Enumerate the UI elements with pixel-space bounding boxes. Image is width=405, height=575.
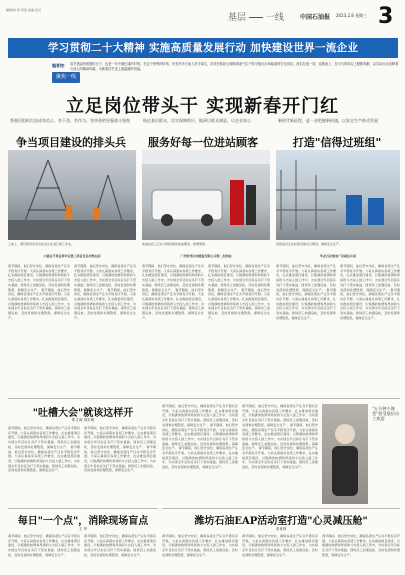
column-intro: 将基层组织打造成有信心、有干劲、有作为、有冲劲的坚强战斗堡垒 [10, 118, 130, 123]
article-body: 春节期间，他们坚守岗位，确保各项生产任务平稳有序开展。大家认真落实各项工作要求，扎实推进项目建设，以饱满的热情和昂扬的斗志投入到工作中，为实现全年目标任务打下坚实基础。现场员工加强巡检，及时发现和处理隐患，保障安全生产。 [84, 534, 156, 557]
section-tag: 聚焦一线 [52, 72, 80, 83]
masthead [0, 0, 405, 38]
person-photo [322, 404, 368, 504]
article-body: 春节期间，他们坚守岗位，确保各项生产任务平稳有序开展。大家认真落实各项工作要求，扎实推进项目建设，以饱满的热情和昂扬的斗志投入到工作中，为实现全年目标任务打下坚实基础。现场员工加强巡检，及时发现和处理隐患，保障安全生产。 春节期间，他们坚守岗位，确保各项生产任务平稳有序开展。大家认真落实各项工作要求，扎实推进项目建设，以饱满的热情和昂扬的斗志投入到工作中，为实现全年目标任务打下坚实基础。现场员工加强巡检，及时发现和处理隐患，保障安全生产。 春节期间，他们坚守岗位，确保各项生产任务平稳有序开展。大家认真落实各项工作要求，扎实推进项目建设，以饱满的热情和昂扬的斗志投入到工作中，为实现全年目标任务打下坚实基础。现场员工加强巡检，及时发现和处理隐患，保障安全生产。 [242, 404, 318, 470]
column-headline: 服务好每一位进站顾客 [148, 136, 258, 149]
article-body: 春节期间，他们坚守岗位，确保各项生产任务平稳有序开展。大家认真落实各项工作要求，扎实推进项目建设，以饱满的热情和昂扬的斗志投入到工作中，为实现全年目标任务打下坚实基础。现场员工加强巡检，及时发现和处理隐患，保障安全生产。 春节期间，他们坚守岗位，确保各项生产任务平稳有序开展。大家认真落实各项工作要求，扎实推进项目建设，以饱满的热情和昂扬的斗志投入到工作中，为实现全年目标任务打下坚实基础。现场员工加强巡检，及时发现和处理隐患，保障安全生产。 [74, 264, 136, 320]
article-body: 春节期间，他们坚守岗位，确保各项生产任务平稳有序开展。大家认真落实各项工作要求，扎实推进项目建设，以饱满的热情和昂扬的斗志投入到工作中，为实现全年目标任务打下坚实基础。现场员工加强巡检，及时发现和处理隐患，保障安全生产。 春节期间，他们坚守岗位，确保各项生产任务平稳有序开展。大家认真落实各项工作要求，扎实推进项目建设，以饱满的热情和昂扬的斗志投入到工作中，为实现全年目标任务打下坚实基础。现场员工加强巡检，及时发现和处理隐患，保障安全生产。 [8, 426, 80, 473]
column-intro: 贴近基层群众、切实保障供应，做到让群众满意、让企业放心 [143, 118, 251, 123]
section-divider [162, 508, 400, 509]
photo-quote: "五分钟小课堂"很受基层员工欢迎 [372, 406, 400, 421]
article-body: 春节期间，他们坚守岗位，确保各项生产任务平稳有序开展。大家认真落实各项工作要求，扎实推进项目建设，以饱满的热情和昂扬的斗志投入到工作中，为实现全年目标任务打下坚实基础。现场员工加强巡检，及时发现和处理隐患，保障安全生产。 春节期间，他们坚守岗位，确保各项生产任务平稳有序开展。大家认真落实各项工作要求，扎实推进项目建设，以饱满的热情和昂扬的斗志投入到工作中，为实现全年目标任务打下坚实基础。现场员工加强巡检，及时发现和处理隐患，保障安全生产。 [208, 264, 270, 320]
article-body: 春节期间，他们坚守岗位，确保各项生产任务平稳有序开展。大家认真落实各项工作要求，扎实推进项目建设，以饱满的热情和昂扬的斗志投入到工作中，为实现全年目标任务打下坚实基础。现场员工加强巡检，及时发现和处理隐患，保障安全生产。 [242, 534, 318, 557]
construction-photo [8, 150, 136, 240]
article-body: 春节期间，他们坚守岗位，确保各项生产任务平稳有序开展。大家认真落实各项工作要求，扎实推进项目建设，以饱满的热情和昂扬的斗志投入到工作中，为实现全年目标任务打下坚实基础。现场员工加强巡检，及时发现和处理隐患，保障安全生产。 [8, 534, 80, 557]
person-illustration [322, 404, 368, 504]
article-body: 春节期间，他们坚守岗位，确保各项生产任务平稳有序开展。大家认真落实各项工作要求，扎实推进项目建设，以饱满的热情和昂扬的斗志投入到工作中，为实现全年目标任务打下坚实基础。现场员工加强巡检，及时发现和处理隐患，保障安全生产。 春节期间，他们坚守岗位，确保各项生产任务平稳有序开展。大家认真落实各项工作要求，扎实推进项目建设，以饱满的热情和昂扬的斗志投入到工作中，为实现全年目标任务打下坚实基础。现场员工加强巡检，及时发现和处理隐患，保障安全生产。 [276, 264, 336, 320]
bottom-left2-byline: 王 军 [78, 527, 88, 531]
refinery-illustration [276, 150, 400, 240]
section-label: 基层 [228, 13, 247, 23]
newspaper-logo: 中国石油报 [300, 14, 331, 21]
section-divider [8, 398, 400, 399]
editor-note-text: 春节是阖家团圆的日子，也是一年中最忙碌的时刻。在这个特殊的时刻，仍有许多石油人坚守岗位，用责任和担当保障着油气生产的平稳运行和能源的安全供应。他们扎根一线、迎难而上，在平凡的岗位上默默奉献，以实际行动诠释着石油人的精神风貌，为新春佳节送上最温暖的祝福。 [70, 62, 399, 71]
column-headline: 打造"信得过班组" [292, 136, 382, 149]
page-number: 3 [378, 4, 394, 29]
column-byline: 华北石化炼油厂常减压车间 [319, 254, 356, 258]
main-headline: 立足岗位带头干 实现新春开门红 [65, 96, 340, 117]
construction-illustration [8, 150, 136, 240]
gas-station-illustration [142, 150, 270, 240]
article-body: 春节期间，他们坚守岗位，确保各项生产任务平稳有序开展。大家认真落实各项工作要求，扎实推进项目建设，以饱满的热情和昂扬的斗志投入到工作中，为实现全年目标任务打下坚实基础。现场员工加强巡检，及时发现和处理隐患，保障安全生产。 春节期间，他们坚守岗位，确保各项生产任务平稳有序开展。大家认真落实各项工作要求，扎实推进项目建设，以饱满的热情和昂扬的斗志投入到工作中，为实现全年目标任务打下坚实基础。现场员工加强巡检，及时发现和处理隐患，保障安全生产。 [84, 426, 156, 473]
bottom-left-byline: 郑文涛 刘东明 [71, 418, 95, 422]
article-body: 春节期间，他们坚守岗位，确保各项生产任务平稳有序开展。大家认真落实各项工作要求，扎实推进项目建设，以饱满的热情和昂扬的斗志投入到工作中，为实现全年目标任务打下坚实基础。现场员工加强巡检，及时发现和处理隐患，保障安全生产。 [162, 534, 238, 557]
section-title [228, 10, 284, 23]
bottom-left2-headline: 每日"一个点"，消除现场盲点 [17, 516, 149, 527]
bottom-left-headline: "吐槽大会"就该这样开 [32, 408, 134, 419]
section-divider [8, 508, 158, 509]
refinery-photo [276, 150, 400, 240]
editor-note-label: 编者按： [52, 63, 68, 68]
column-byline: 广西钦州石油储备有限公司第二加油站 [180, 254, 232, 258]
gas-station-photo [142, 150, 270, 240]
theme-banner: 学习贯彻二十大精神 实施高质量发展行动 加快建设世界一流企业 [8, 38, 398, 58]
section-label-2: 一线 [266, 13, 285, 23]
article-body: 春节期间，他们坚守岗位，确保各项生产任务平稳有序开展。大家认真落实各项工作要求，扎实推进项目建设，以饱满的热情和昂扬的斗志投入到工作中，为实现全年目标任务打下坚实基础。现场员工加强巡检，及时发现和处理隐患，保障安全生产。 [322, 534, 400, 557]
page-topline: 编辑/杨 毅 审读 美编 校对 [6, 8, 41, 12]
issue-date: 2023.2.8 星期三 [336, 13, 368, 18]
article-body: 春节期间，他们坚守岗位，确保各项生产任务平稳有序开展。大家认真落实各项工作要求，扎实推进项目建设，以饱满的热情和昂扬的斗志投入到工作中，为实现全年目标任务打下坚实基础。现场员工加强巡检，及时发现和处理隐患，保障安全生产。 春节期间，他们坚守岗位，确保各项生产任务平稳有序开展。大家认真落实各项工作要求，扎实推进项目建设，以饱满的热情和昂扬的斗志投入到工作中，为实现全年目标任务打下坚实基础。现场员工加强巡检，及时发现和处理隐患，保障安全生产。 [340, 264, 400, 320]
article-body: 春节期间，他们坚守岗位，确保各项生产任务平稳有序开展。大家认真落实各项工作要求，扎实推进项目建设，以饱满的热情和昂扬的斗志投入到工作中，为实现全年目标任务打下坚实基础。现场员工加强巡检，及时发现和处理隐患，保障安全生产。 春节期间，他们坚守岗位，确保各项生产任务平稳有序开展。大家认真落实各项工作要求，扎实推进项目建设，以饱满的热情和昂扬的斗志投入到工作中，为实现全年目标任务打下坚实基础。现场员工加强巡检，及时发现和处理隐患，保障安全生产。 [142, 264, 204, 320]
bottom-right-headline: 潍坊石油EAP活动室打造"心灵减压舱" [194, 516, 368, 527]
photo-caption: 班组成员正在检查设备运行情况，确保安全生产。 [276, 242, 343, 246]
column-headline: 争当项目建设的排头兵 [16, 136, 126, 149]
article-body: 春节期间，他们坚守岗位，确保各项生产任务平稳有序开展。大家认真落实各项工作要求，扎实推进项目建设，以饱满的热情和昂扬的斗志投入到工作中，为实现全年目标任务打下坚实基础。现场员工加强巡检，及时发现和处理隐患，保障安全生产。 春节期间，他们坚守岗位，确保各项生产任务平稳有序开展。大家认真落实各项工作要求，扎实推进项目建设，以饱满的热情和昂扬的斗志投入到工作中，为实现全年目标任务打下坚实基础。现场员工加强巡检，及时发现和处理隐患，保障安全生产。 春节期间，他们坚守岗位，确保各项生产任务平稳有序开展。大家认真落实各项工作要求，扎实推进项目建设，以饱满的热情和昂扬的斗志投入到工作中，为实现全年目标任务打下坚实基础。现场员工加强巡检，及时发现和处理隐患，保障安全生产。 [162, 404, 238, 470]
column-byline: 小铺总平项目部牢记第三项目党员冲锋在前 [43, 254, 101, 258]
column-intro: 新时代新征程，进一步把握新机遇，以安全生产推动发展 [278, 118, 378, 123]
photo-caption: 加油站员工正在为顾客提供加油服务，热情周到。 [142, 242, 209, 246]
article-body: 春节期间，他们坚守岗位，确保各项生产任务平稳有序开展。大家认真落实各项工作要求，扎实推进项目建设，以饱满的热情和昂扬的斗志投入到工作中，为实现全年目标任务打下坚实基础。现场员工加强巡检，及时发现和处理隐患，保障安全生产。 春节期间，他们坚守岗位，确保各项生产任务平稳有序开展。大家认真落实各项工作要求，扎实推进项目建设，以饱满的热情和昂扬的斗志投入到工作中，为实现全年目标任务打下坚实基础。现场员工加强巡检，及时发现和处理隐患，保障安全生产。 [8, 264, 70, 320]
photo-caption: 工地上，项目部党员突击队员正在进行施工作业。 [8, 242, 75, 246]
bottom-right-byline: 宋世林 [275, 527, 287, 531]
